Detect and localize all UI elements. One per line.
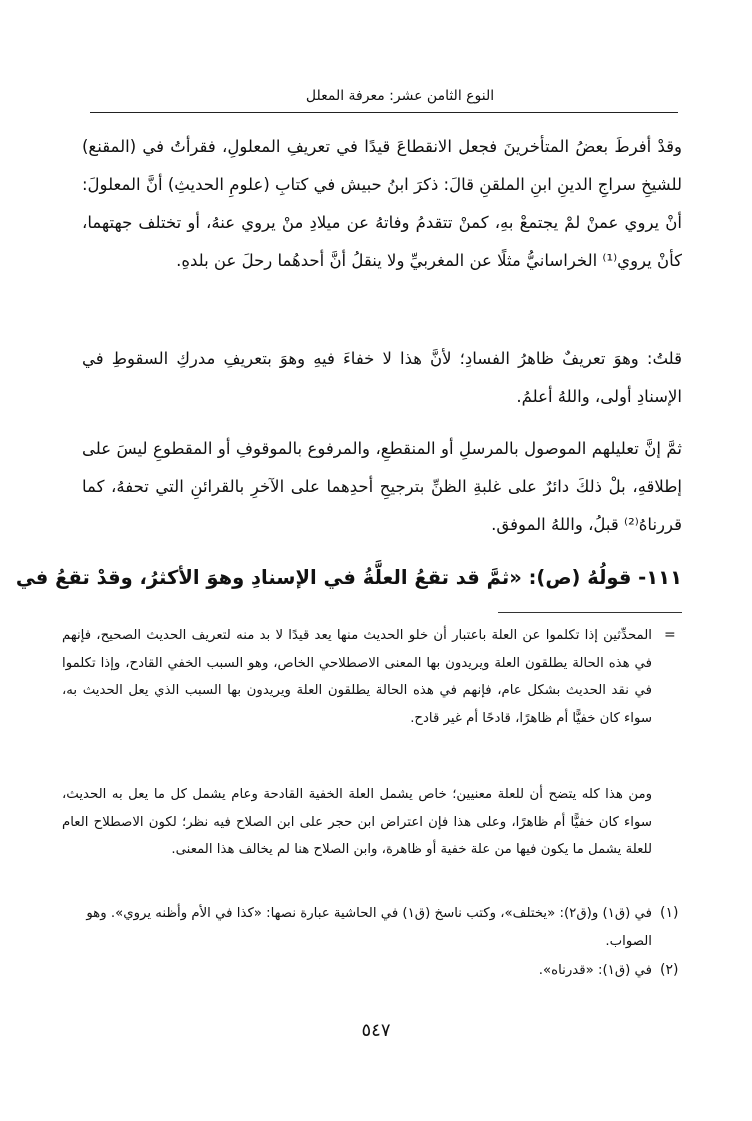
footnote-1: في (ق١) و(ق٢): «يختلف»، وكتب ناسخ (ق١) في الحاشية عبارة نصها: «كذا في الأم وأظنه يروي». وهو الصواب. (86, 906, 652, 949)
footnote-2: في (ق١): «قدرناه». (538, 963, 652, 978)
header-rule (90, 112, 678, 113)
running-header: النوع الثامن عشر: معرفة المعلل (305, 88, 495, 104)
body-paragraph-3: ثمَّ إنَّ تعليلهم الموصول بالمرسلِ أو المنقطعِ، والمرفوع بالموقوفِ أو المقطوعِ ليسَ على إطلاقهِ، بلْ ذلكَ دائرٌ على غلبةِ الظنِّ بترجيحِ أحدِهما على الآخرِ بالقرائنِ التي تحفهُ، كما قررناهُ⁽²⁾ قبلُ، واللهُ الموفق. (82, 439, 682, 534)
footnote-continuation-1: المحدِّثين إذا تكلموا عن العلة باعتبار أن خلو الحديث منها يعد قيدًا لا بد منه لتعريف الحديث الصحيح، فإنهم في هذه الحالة يطلقون العلة ويريدون بها المعنى الاصطلاحي الخاص، وهو السبب الخفي القادح، وإذا تكلموا في نقد الحديث بشكل عام، فإنهم في هذه الحالة يطلقون العلة ويريدون بها السبب الذي يعل الحديث به، سواء كان خفيًّا أم ظاهرًا، قادحًا أم غير قادح. (62, 628, 652, 726)
continuation-marker: = (664, 627, 676, 643)
commentary-heading: ١١١- قولُهُ (ص): «ثمَّ قد تقعُ العلَّةُ في الإسنادِ وهوَ الأكثرُ، وقدْ تقعُ في (15, 566, 682, 589)
footnote-rule (498, 612, 682, 613)
body-paragraph-1: وقدْ أفرطَ بعضُ المتأخرينَ فجعل الانقطاعَ قيدًا في تعريفِ المعلولِ، فقرأتُ في (المقنع) للشيخِ سراجِ الدينِ ابنِ الملقنِ قالَ: ذكرَ ابنُ حبيش في كتابِ (علومِ الحديثِ) أنَّ المعلولَ: أنْ يروي عمنْ لمْ يجتمعْ بهِ، كمنْ تتقدمُ وفاتهُ عن ميلادِ منْ يروي عنهُ، أو تختلف جهتهما، كأنْ يروي⁽¹⁾ الخراسانيُّ مثلًا عن المغربيِّ ولا ينقلُ أنَّ أحدهُما رحلَ عن بلدهِ. (82, 137, 682, 270)
footnote-number-1: (١) (660, 905, 679, 921)
page-number: ٥٤٧ (361, 1020, 391, 1041)
footnote-number-2: (٢) (660, 962, 679, 978)
body-paragraph-2: قلتُ: وهوَ تعريفٌ ظاهرُ الفسادِ؛ لأنَّ هذا لا خفاءَ فيهِ وهوَ بتعريفِ مدركِ السقوطِ في الإسنادِ أولى، واللهُ أعلمُ. (82, 349, 682, 406)
footnote-continuation-2: ومن هذا كله يتضح أن للعلة معنيين؛ خاص يشمل العلة الخفية القادحة وعام يشمل كل ما يعل به الحديث، سواء كان خفيًّا أم ظاهرًا، وعلى هذا فإن اعتراض ابن حجر على ابن الصلاح فيه نظر؛ لكون الاصطلاح العام للعلة يشمل ما يكون فيها من علة خفية أو ظاهرة، وابن الصلاح هنا لم يخالف هذا المعنى. (62, 787, 652, 857)
